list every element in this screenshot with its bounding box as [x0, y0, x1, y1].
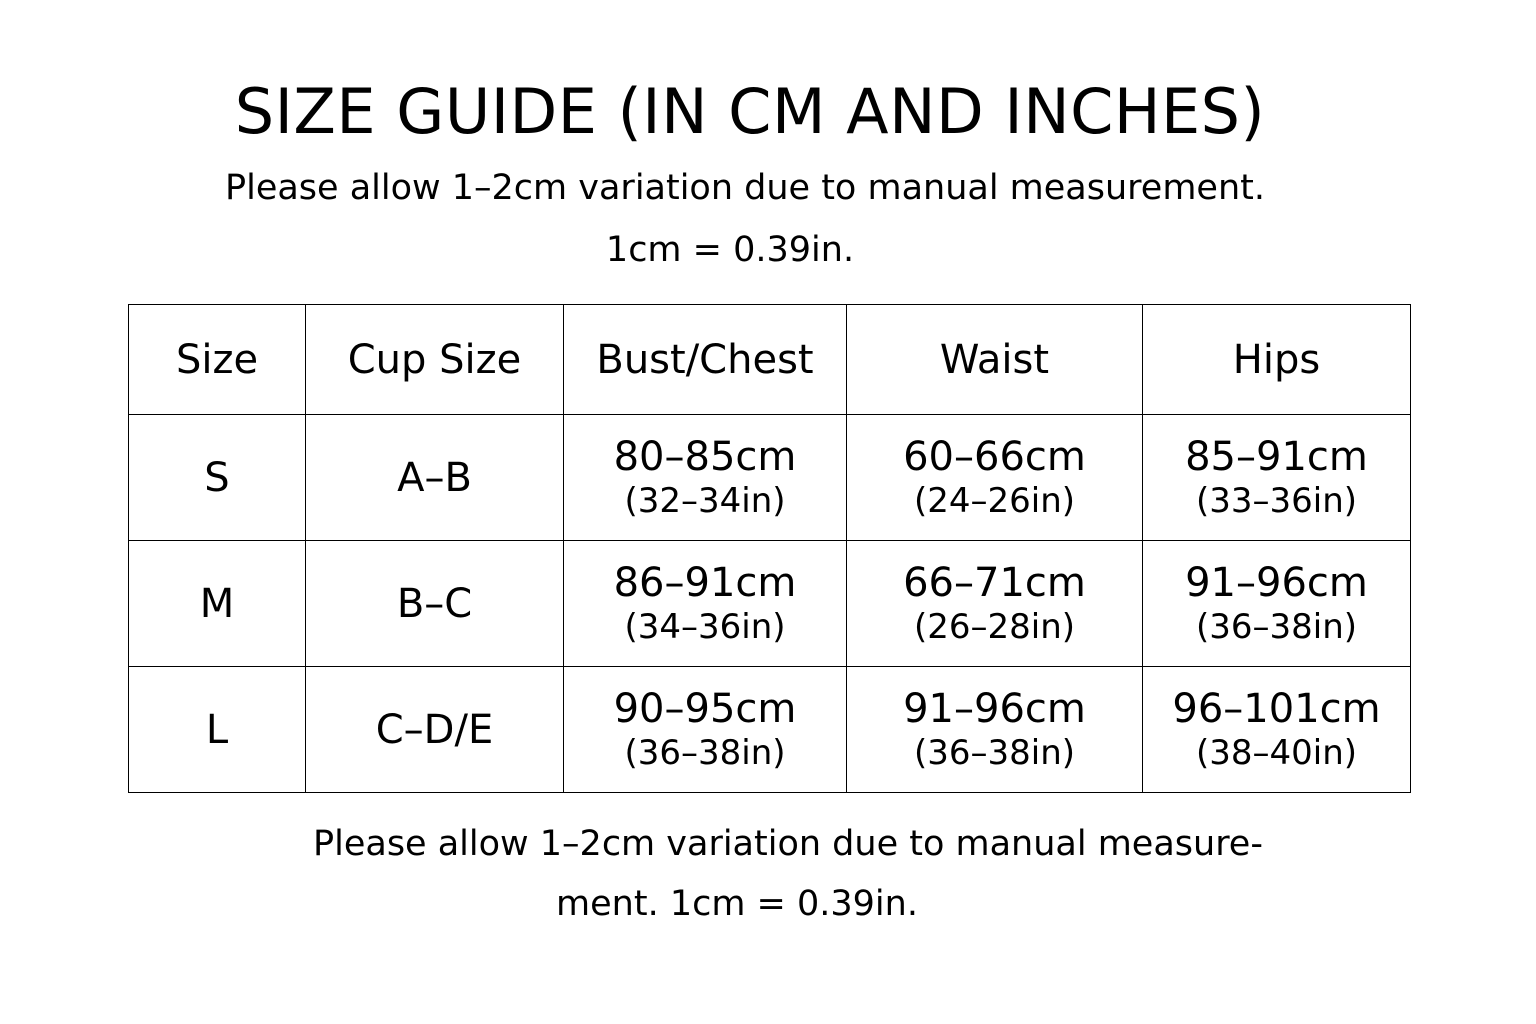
- cup-cell: C–D/E: [306, 667, 564, 793]
- bust-cm: 86–91cm: [613, 559, 797, 606]
- bust-cell: [564, 667, 847, 793]
- table-row: [129, 415, 1411, 541]
- bust-cm: 90–95cm: [613, 685, 797, 732]
- header-waist: Waist: [847, 305, 1143, 415]
- waist-cell: [847, 667, 1143, 793]
- table-row: [129, 667, 1411, 793]
- hips-cm: 91–96cm: [1185, 559, 1368, 606]
- size-table: [128, 304, 1411, 793]
- waist-in: (36–38in): [913, 732, 1076, 773]
- table-row: [129, 541, 1411, 667]
- header-size: Size: [129, 305, 306, 415]
- header-hips: Hips: [1143, 305, 1411, 415]
- hips-cm: 85–91cm: [1185, 433, 1368, 480]
- header-cup-size: Cup Size: [306, 305, 564, 415]
- waist-cm: 66–71cm: [903, 559, 1086, 606]
- hips-cell: [1143, 667, 1411, 793]
- header-bust-chest: Bust/Chest: [564, 305, 847, 415]
- cup-cell: B–C: [306, 541, 564, 667]
- bust-cell: [564, 415, 847, 541]
- size-cell: S: [129, 415, 306, 541]
- waist-cell: [847, 541, 1143, 667]
- bust-cell: [564, 541, 847, 667]
- waist-cm: 91–96cm: [903, 685, 1086, 732]
- page-title: SIZE GUIDE (IN CM AND INCHES): [234, 75, 1266, 148]
- bust-in: (32–34in): [624, 480, 786, 521]
- bust-in: (34–36in): [624, 606, 786, 647]
- waist-cell: [847, 415, 1143, 541]
- size-cell: L: [129, 667, 306, 793]
- bust-cm: 80–85cm: [613, 433, 797, 480]
- cup-cell: A–B: [306, 415, 564, 541]
- conversion-note-top: 1cm = 0.39in.: [605, 230, 855, 270]
- waist-in: (24–26in): [913, 480, 1076, 521]
- hips-cm: 96–101cm: [1172, 685, 1381, 732]
- hips-in: (33–36in): [1195, 480, 1358, 521]
- hips-cell: [1143, 541, 1411, 667]
- hips-in: (38–40in): [1195, 732, 1358, 773]
- waist-in: (26–28in): [913, 606, 1076, 647]
- variation-note-bottom: Please allow 1–2cm variation due to manual measure-: [313, 824, 1263, 864]
- waist-cm: 60–66cm: [903, 433, 1086, 480]
- table-header-row: [129, 305, 1411, 415]
- size-cell: M: [129, 541, 306, 667]
- conversion-note-bottom: ment. 1cm = 0.39in.: [556, 884, 918, 924]
- variation-note-top: Please allow 1–2cm variation due to manual measurement.: [225, 168, 1265, 208]
- hips-in: (36–38in): [1195, 606, 1358, 647]
- bust-in: (36–38in): [624, 732, 786, 773]
- hips-cell: [1143, 415, 1411, 541]
